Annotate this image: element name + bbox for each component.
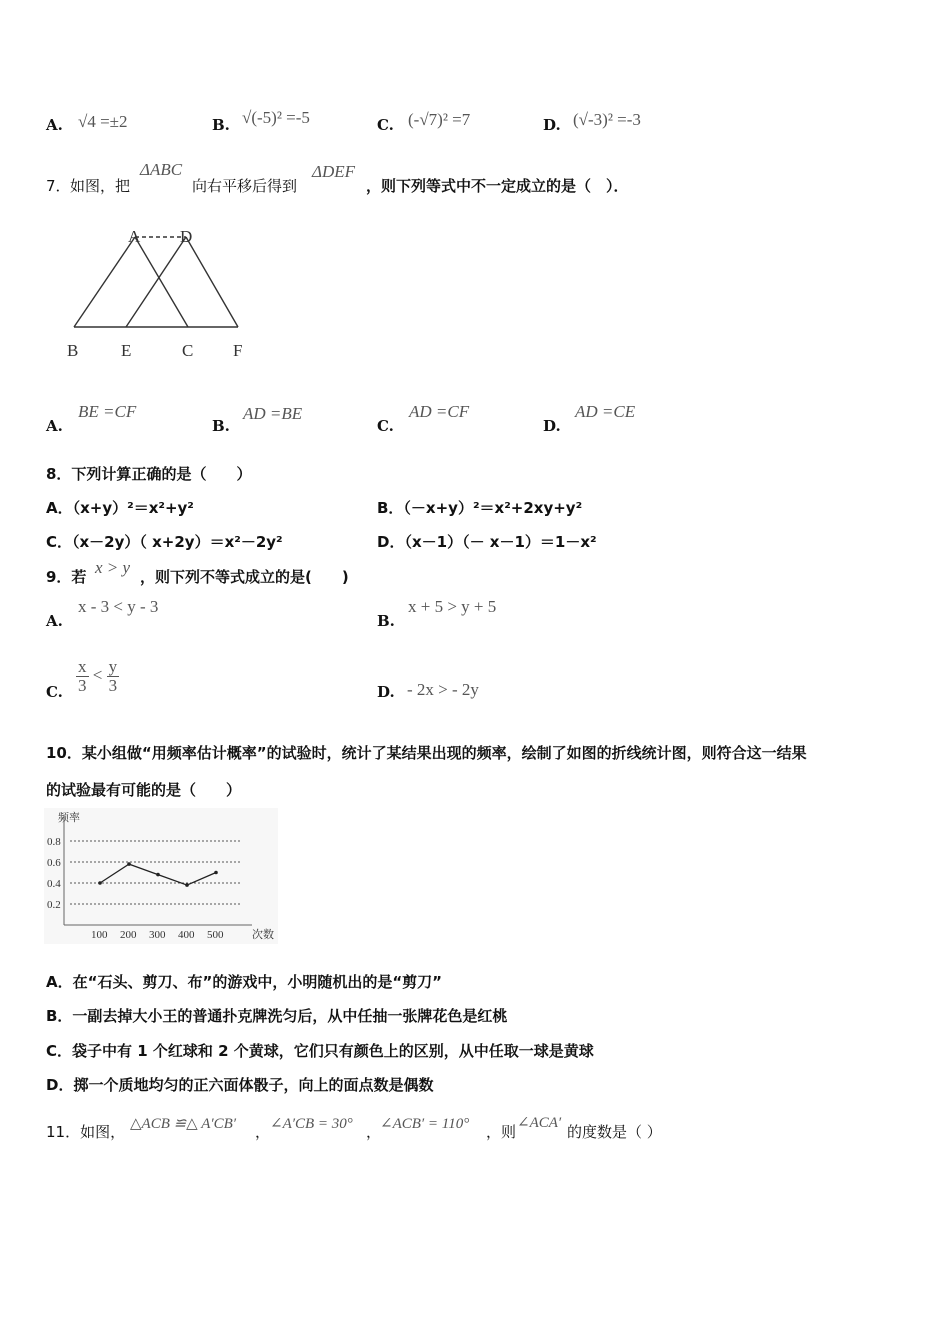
q6-option-b-expr: √(-5)² =-5 — [242, 108, 310, 127]
q7-edge-de — [126, 237, 186, 327]
q10-stem-line1: 10．某小组做“用频率估计概率”的试验时，统计了某结果出现的频率，绘制了如图的折线统计图，则符合这一结果 — [46, 744, 807, 762]
q9-text-pre: 9．若 — [46, 568, 87, 586]
q10-option-c: C．袋子中有 1 个红球和 2 个黄球，它们只有颜色上的区别，从中任取一球是黄球 — [46, 1042, 594, 1060]
q9-fraction-x-over-3: $\frac{x}{3}$ — [78, 657, 87, 695]
q7-label-a: A — [128, 227, 141, 246]
chart-data-point — [214, 871, 218, 875]
q7-option-b-label: B. — [212, 417, 230, 435]
q8-option-c: C．（x－2y）（ x+2y）＝x²－2y² — [46, 533, 283, 551]
q9-option-a-label: A. — [46, 612, 63, 630]
q7-triangle-def: ΔDEF — [312, 162, 356, 181]
q7-edge-df — [186, 237, 238, 327]
q9-option-c-operator: < — [92, 665, 103, 685]
q9-option-c-label: C. — [46, 683, 63, 701]
q6-option-c-label: C. — [377, 116, 394, 134]
q9-option-b-expr: x + 5 > y + 5 — [408, 597, 497, 616]
chart-y-tick-label: 0.8 — [47, 836, 61, 848]
q10-option-b: B．一副去掉大小王的普通扑克牌洗匀后，从中任抽一张牌花色是红桃 — [46, 1007, 508, 1025]
chart-x-tick-label: 200 — [120, 929, 137, 941]
q11-text-mid: ，则 — [486, 1123, 517, 1141]
q6-option-a-expr: √4 =±2 — [78, 112, 128, 131]
q7-edge-ac — [135, 237, 188, 327]
q8-title: 8．下列计算正确的是（ ） — [46, 465, 252, 483]
q10-frequency-line-chart — [44, 808, 278, 944]
q8-option-b: B．（－x+y）²＝x²+2xy+y² — [377, 499, 583, 517]
q11-text-pre: 11．如图， — [46, 1123, 126, 1141]
q11-sep-1: ， — [255, 1123, 271, 1141]
q7-option-c-expr: AD =CF — [409, 402, 470, 421]
q11-sep-2: ， — [366, 1123, 382, 1141]
q7-number: 7． — [46, 177, 71, 195]
q7-option-a-expr: BE =CF — [78, 402, 137, 421]
q9-fraction-y-over-3: $\frac{y}{3}$ — [108, 657, 118, 695]
q10-option-a: A．在“石头、剪刀、布”的游戏中，小明随机出的是“剪刀” — [46, 973, 443, 991]
chart-y-tick-label: 0.4 — [47, 878, 61, 890]
chart-data-point — [185, 883, 189, 887]
q7-text-post: ，则下列等式中不一定成立的是（ ）． — [366, 177, 629, 195]
q9-option-d-label: D. — [377, 683, 395, 701]
q7-edge-ab — [74, 237, 135, 327]
q7-triangle-abc: ΔABC — [140, 160, 183, 179]
q7-label-d: D — [180, 227, 193, 246]
q11-angle-1: ∠A′CB = 30° — [270, 1116, 353, 1132]
q10-stem-line2: 的试验最有可能的是（ ） — [46, 781, 242, 799]
q7-label-b: B — [67, 341, 79, 360]
q9-text-post: ，则下列不等式成立的是( ) — [140, 568, 349, 586]
q7-option-b-expr: AD =BE — [243, 404, 303, 423]
q11-target-angle: ∠ACA′ — [517, 1115, 562, 1131]
q11-text-post: 的度数是（ ） — [567, 1123, 662, 1141]
chart-data-point — [127, 862, 131, 866]
q9-option-b-label: B. — [377, 612, 395, 630]
q7-option-d-label: D. — [543, 417, 561, 435]
q6-option-c-expr: (-√7)² =7 — [408, 110, 471, 129]
q11-congruence: △ACB ≌△ A′CB′ — [130, 1116, 237, 1132]
q7-option-d-expr: AD =CE — [575, 402, 636, 421]
chart-y-axis-title: 频率 — [58, 812, 80, 824]
chart-x-axis-title: 次数 — [252, 929, 274, 941]
chart-y-tick-label: 0.6 — [47, 857, 61, 869]
q6-option-d-label: D. — [543, 116, 561, 134]
q9-option-a-expr: x - 3 < y - 3 — [78, 597, 159, 616]
q7-text-mid: 向右平移后得到 — [192, 177, 298, 195]
q8-option-a: A．（x+y）²＝x²+y² — [46, 499, 194, 517]
q6-option-b-label: B. — [212, 116, 230, 134]
q9-option-d-expr: - 2x > - 2y — [407, 680, 479, 699]
chart-x-tick-label: 400 — [178, 929, 195, 941]
chart-x-tick-label: 500 — [207, 929, 224, 941]
q9-condition: x > y — [95, 558, 131, 577]
chart-x-tick-label: 300 — [149, 929, 166, 941]
q7-label-e: E — [121, 341, 132, 360]
q8-option-d: D．（x－1）（－ x－1）＝1－x² — [377, 533, 597, 551]
q7-text-pre: 如图，把 — [70, 177, 131, 195]
q7-label-f: F — [233, 341, 243, 360]
chart-data-point — [156, 873, 160, 877]
q7-option-a-label: A. — [46, 417, 63, 435]
q6-option-a-label: A. — [46, 116, 63, 134]
q11-angle-2: ∠ACB′ = 110° — [380, 1116, 470, 1132]
q9-option-c-expr — [76, 658, 119, 695]
q7-translation-figure — [60, 222, 260, 367]
q6-option-d-expr: (√-3)² =-3 — [573, 110, 641, 129]
q10-option-d: D．掷一个质地均匀的正六面体骰子，向上的面点数是偶数 — [46, 1076, 434, 1094]
q7-label-c: C — [182, 341, 194, 360]
chart-data-point — [98, 881, 102, 885]
chart-x-tick-label: 100 — [91, 929, 108, 941]
chart-y-tick-label: 0.2 — [47, 899, 61, 911]
q7-option-c-label: C. — [377, 417, 394, 435]
